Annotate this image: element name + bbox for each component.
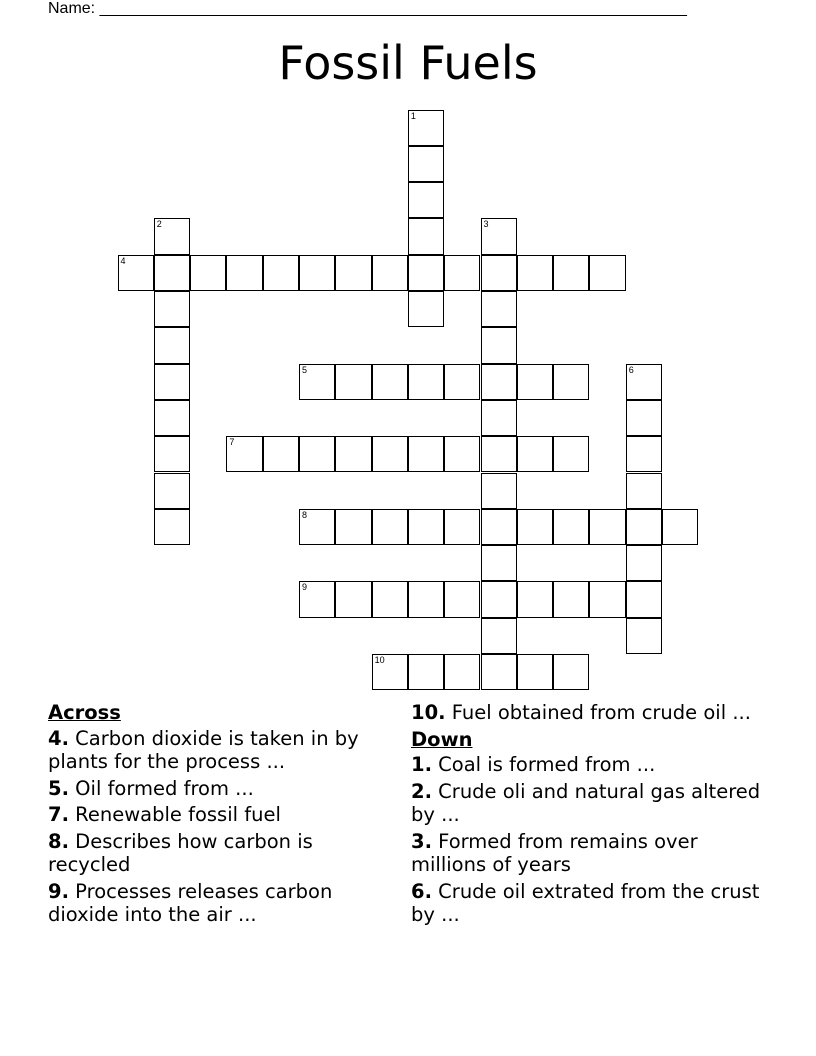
clue-item-text: Carbon dioxide is taken in by plants for the process ... xyxy=(48,726,359,773)
grid-cell[interactable] xyxy=(408,255,444,291)
grid-cell[interactable] xyxy=(408,436,444,472)
grid-cell[interactable] xyxy=(589,255,625,291)
grid-cell[interactable] xyxy=(626,364,662,400)
clue-item-number: 6. xyxy=(411,879,432,903)
grid-cell[interactable] xyxy=(408,654,444,690)
across-heading: Across xyxy=(48,701,121,724)
grid-cell[interactable] xyxy=(118,255,154,291)
grid-cell[interactable] xyxy=(481,509,517,545)
clue-item-text: Renewable fossil fuel xyxy=(68,803,281,826)
grid-cell[interactable] xyxy=(481,255,517,291)
clue-item-text: Oil formed from ... xyxy=(68,776,254,800)
clue-number: 4 xyxy=(120,255,126,266)
grid-cell[interactable] xyxy=(372,436,408,472)
grid-cell[interactable] xyxy=(626,581,662,617)
grid-cell[interactable] xyxy=(335,364,371,400)
grid-cell[interactable] xyxy=(263,436,299,472)
grid-cell[interactable] xyxy=(553,654,589,690)
grid-cell[interactable] xyxy=(299,581,335,617)
clue-number: 5 xyxy=(302,364,308,375)
clue-item-number: 5. xyxy=(48,776,69,800)
grid-cell[interactable] xyxy=(335,509,371,545)
grid-cell[interactable] xyxy=(408,581,444,617)
grid-cell[interactable] xyxy=(444,364,480,400)
clue-item xyxy=(48,803,368,827)
grid-cell[interactable] xyxy=(481,581,517,617)
grid-cell[interactable] xyxy=(481,400,517,436)
clue-item xyxy=(411,830,771,877)
clue-item-number: 1. xyxy=(411,753,432,776)
clue-number: 6 xyxy=(628,364,634,375)
grid-cell[interactable] xyxy=(481,327,517,363)
clue-number: 8 xyxy=(302,509,308,520)
grid-cell[interactable] xyxy=(154,291,190,327)
clue-item-number: 2. xyxy=(411,779,432,803)
grid-cell[interactable] xyxy=(299,436,335,472)
grid-cell[interactable] xyxy=(372,509,408,545)
grid-cell[interactable] xyxy=(626,400,662,436)
grid-cell[interactable] xyxy=(481,618,517,654)
grid-cell[interactable] xyxy=(626,436,662,472)
clue-item-number: 7. xyxy=(48,803,69,826)
grid-cell[interactable] xyxy=(299,509,335,545)
grid-cell[interactable] xyxy=(553,255,589,291)
clue-item xyxy=(48,727,368,774)
grid-cell[interactable] xyxy=(517,509,553,545)
clue-item xyxy=(48,777,368,801)
grid-cell[interactable] xyxy=(553,364,589,400)
grid-cell[interactable] xyxy=(372,255,408,291)
clue-item xyxy=(48,830,368,877)
clue-item-number: 3. xyxy=(411,829,432,853)
clue-item-number: 10. xyxy=(411,701,446,724)
grid-cell[interactable] xyxy=(226,255,262,291)
grid-cell[interactable] xyxy=(626,473,662,509)
clue-item xyxy=(411,701,771,725)
grid-cell[interactable] xyxy=(626,545,662,581)
grid-cell[interactable] xyxy=(481,473,517,509)
clue-number: 7 xyxy=(229,437,235,448)
clue-item-text: Fuel obtained from crude oil ... xyxy=(445,701,751,724)
clue-item-text: Crude oli and natural gas altered by ... xyxy=(411,779,761,826)
page-title: Fossil Fuels xyxy=(278,36,538,90)
grid-cell[interactable] xyxy=(553,581,589,617)
grid-cell[interactable] xyxy=(335,436,371,472)
clue-item-text: Crude oil extrated from the crust by ... xyxy=(411,879,760,926)
clues-column-right xyxy=(411,701,771,930)
grid-cell[interactable] xyxy=(408,218,444,254)
grid-cell[interactable] xyxy=(517,436,553,472)
grid-cell[interactable] xyxy=(626,509,662,545)
grid-cell[interactable] xyxy=(517,364,553,400)
grid-cell[interactable] xyxy=(444,581,480,617)
down-clue-list xyxy=(411,753,771,927)
clue-item-number: 9. xyxy=(48,879,69,903)
grid-cell[interactable] xyxy=(226,436,262,472)
grid-cell[interactable] xyxy=(662,509,698,545)
grid-cell[interactable] xyxy=(444,654,480,690)
clues-column-left xyxy=(48,701,368,930)
clue-item xyxy=(48,880,368,927)
grid-cell[interactable] xyxy=(589,581,625,617)
grid-cell[interactable] xyxy=(299,364,335,400)
grid-cell[interactable] xyxy=(408,364,444,400)
grid-cell[interactable] xyxy=(154,255,190,291)
grid-cell[interactable] xyxy=(408,146,444,182)
clue-item xyxy=(411,880,771,927)
grid-cell[interactable] xyxy=(335,255,371,291)
clue-number: 3 xyxy=(483,219,489,230)
grid-cell[interactable] xyxy=(481,364,517,400)
grid-cell[interactable] xyxy=(154,400,190,436)
grid-cell[interactable] xyxy=(553,509,589,545)
grid-cell[interactable] xyxy=(517,255,553,291)
grid-cell[interactable] xyxy=(190,255,226,291)
clue-item-text: Describes how carbon is recycled xyxy=(48,829,313,876)
grid-cell[interactable] xyxy=(154,436,190,472)
grid-cell[interactable] xyxy=(444,255,480,291)
grid-cell[interactable] xyxy=(372,581,408,617)
grid-cell[interactable] xyxy=(589,509,625,545)
grid-cell[interactable] xyxy=(444,436,480,472)
clue-number: 10 xyxy=(374,655,385,665)
grid-cell[interactable] xyxy=(481,545,517,581)
clue-number: 2 xyxy=(156,219,162,230)
clue-item-number: 4. xyxy=(48,726,69,750)
clue-item-number: 8. xyxy=(48,829,69,853)
grid-cell[interactable] xyxy=(408,110,444,146)
grid-cell[interactable] xyxy=(481,654,517,690)
grid-cell[interactable] xyxy=(372,364,408,400)
name-label: Name: xyxy=(48,0,96,17)
grid-cell[interactable] xyxy=(154,364,190,400)
grid-cell[interactable] xyxy=(444,509,480,545)
grid-cell[interactable] xyxy=(154,509,190,545)
clue-item xyxy=(411,780,771,827)
grid-cell[interactable] xyxy=(154,473,190,509)
grid-cell[interactable] xyxy=(299,255,335,291)
grid-cell[interactable] xyxy=(481,436,517,472)
across-clue-list xyxy=(48,727,368,927)
grid-cell[interactable] xyxy=(517,581,553,617)
grid-cell[interactable] xyxy=(335,581,371,617)
grid-cell[interactable] xyxy=(408,182,444,218)
clue-item-text: Formed from remains over millions of years xyxy=(411,829,698,876)
grid-cell[interactable] xyxy=(154,327,190,363)
grid-cell[interactable] xyxy=(263,255,299,291)
across-clue-list-continued xyxy=(411,701,771,725)
grid-cell[interactable] xyxy=(553,436,589,472)
clue-item xyxy=(411,753,771,777)
grid-cell[interactable] xyxy=(517,654,553,690)
grid-cell[interactable] xyxy=(408,291,444,327)
grid-cell[interactable] xyxy=(481,218,517,254)
down-heading: Down xyxy=(411,727,473,751)
grid-cell[interactable] xyxy=(408,509,444,545)
clue-number: 9 xyxy=(302,582,308,593)
grid-cell[interactable] xyxy=(372,654,408,690)
clue-number: 1 xyxy=(410,110,416,121)
name-blank-line[interactable]: __________________________________________________________________ xyxy=(99,0,687,17)
clue-item-text: Processes releases carbon dioxide into the air ... xyxy=(48,879,333,926)
clue-item-text: Coal is formed from ... xyxy=(431,753,656,776)
grid-cell[interactable] xyxy=(481,291,517,327)
grid-cell[interactable] xyxy=(154,218,190,254)
grid-cell[interactable] xyxy=(626,618,662,654)
